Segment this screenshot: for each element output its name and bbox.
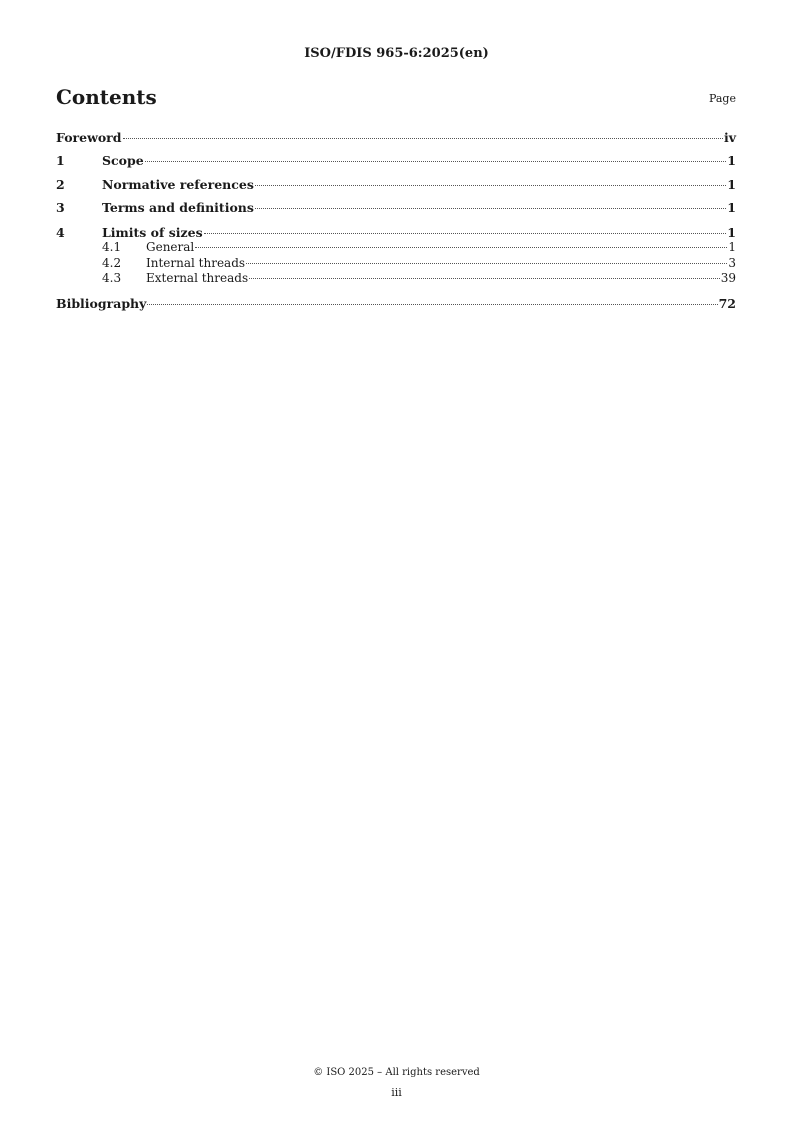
toc-entry-page: 1 [727, 177, 736, 192]
dot-leader [195, 247, 727, 248]
toc-entry-internal-threads[interactable] [56, 256, 736, 272]
toc-entry-number: 4.1 [102, 240, 122, 254]
toc-entry-terms-and-definitions[interactable] [56, 200, 736, 216]
toc-entry-number: 4.3 [102, 271, 122, 285]
toc-entry-title: Internal threads [146, 256, 246, 270]
dot-leader [249, 278, 720, 279]
page-number: iii [391, 1086, 402, 1099]
toc-entry-bibliography[interactable] [56, 296, 736, 312]
toc-entry-title: Limits of sizes [102, 225, 203, 240]
dot-leader [147, 304, 717, 305]
toc-entry-normative-references[interactable] [56, 177, 736, 193]
toc-entry-limits-of-sizes[interactable] [56, 225, 736, 241]
toc-entry-page: 72 [718, 296, 736, 311]
dot-leader [204, 233, 727, 234]
toc-entry-title: General [146, 240, 195, 254]
toc-entry-number: 3 [56, 200, 65, 215]
dot-leader [255, 208, 726, 209]
toc-entry-number: 2 [56, 177, 65, 192]
toc-entry-page: 39 [720, 271, 736, 285]
copyright-notice: © ISO 2025 – All rights reserved [313, 1067, 480, 1078]
toc-entry-number: 4.2 [102, 256, 122, 270]
dot-leader [123, 138, 723, 139]
toc-entry-title: Terms and definitions [102, 200, 254, 215]
toc-entry-page: 1 [727, 225, 736, 240]
dot-leader [145, 161, 727, 162]
dot-leader [255, 185, 726, 186]
toc-entry-title: Normative references [102, 177, 254, 192]
toc-entry-page: 1 [727, 200, 736, 215]
toc-entry-scope[interactable] [56, 153, 736, 169]
toc-entry-number: 4 [56, 225, 65, 240]
contents-title: Contents [56, 85, 157, 109]
dot-leader [246, 263, 727, 264]
toc-entry-title: Bibliography [56, 296, 147, 311]
toc-entry-title: Foreword [56, 130, 122, 145]
toc-entry-external-threads[interactable] [56, 271, 736, 287]
toc-entry-general[interactable] [56, 240, 736, 256]
toc-entry-title: External threads [146, 271, 249, 285]
toc-entry-page: iv [723, 130, 736, 145]
toc-entry-foreword[interactable] [56, 130, 736, 146]
document-id-header: ISO/FDIS 965-6:2025(en) [304, 46, 489, 61]
toc-entry-title: Scope [102, 153, 144, 168]
toc-entry-number: 1 [56, 153, 65, 168]
page-column-label: Page [708, 92, 736, 105]
toc-entry-page: 3 [728, 256, 736, 270]
toc-entry-page: 1 [727, 153, 736, 168]
toc-entry-page: 1 [728, 240, 736, 254]
